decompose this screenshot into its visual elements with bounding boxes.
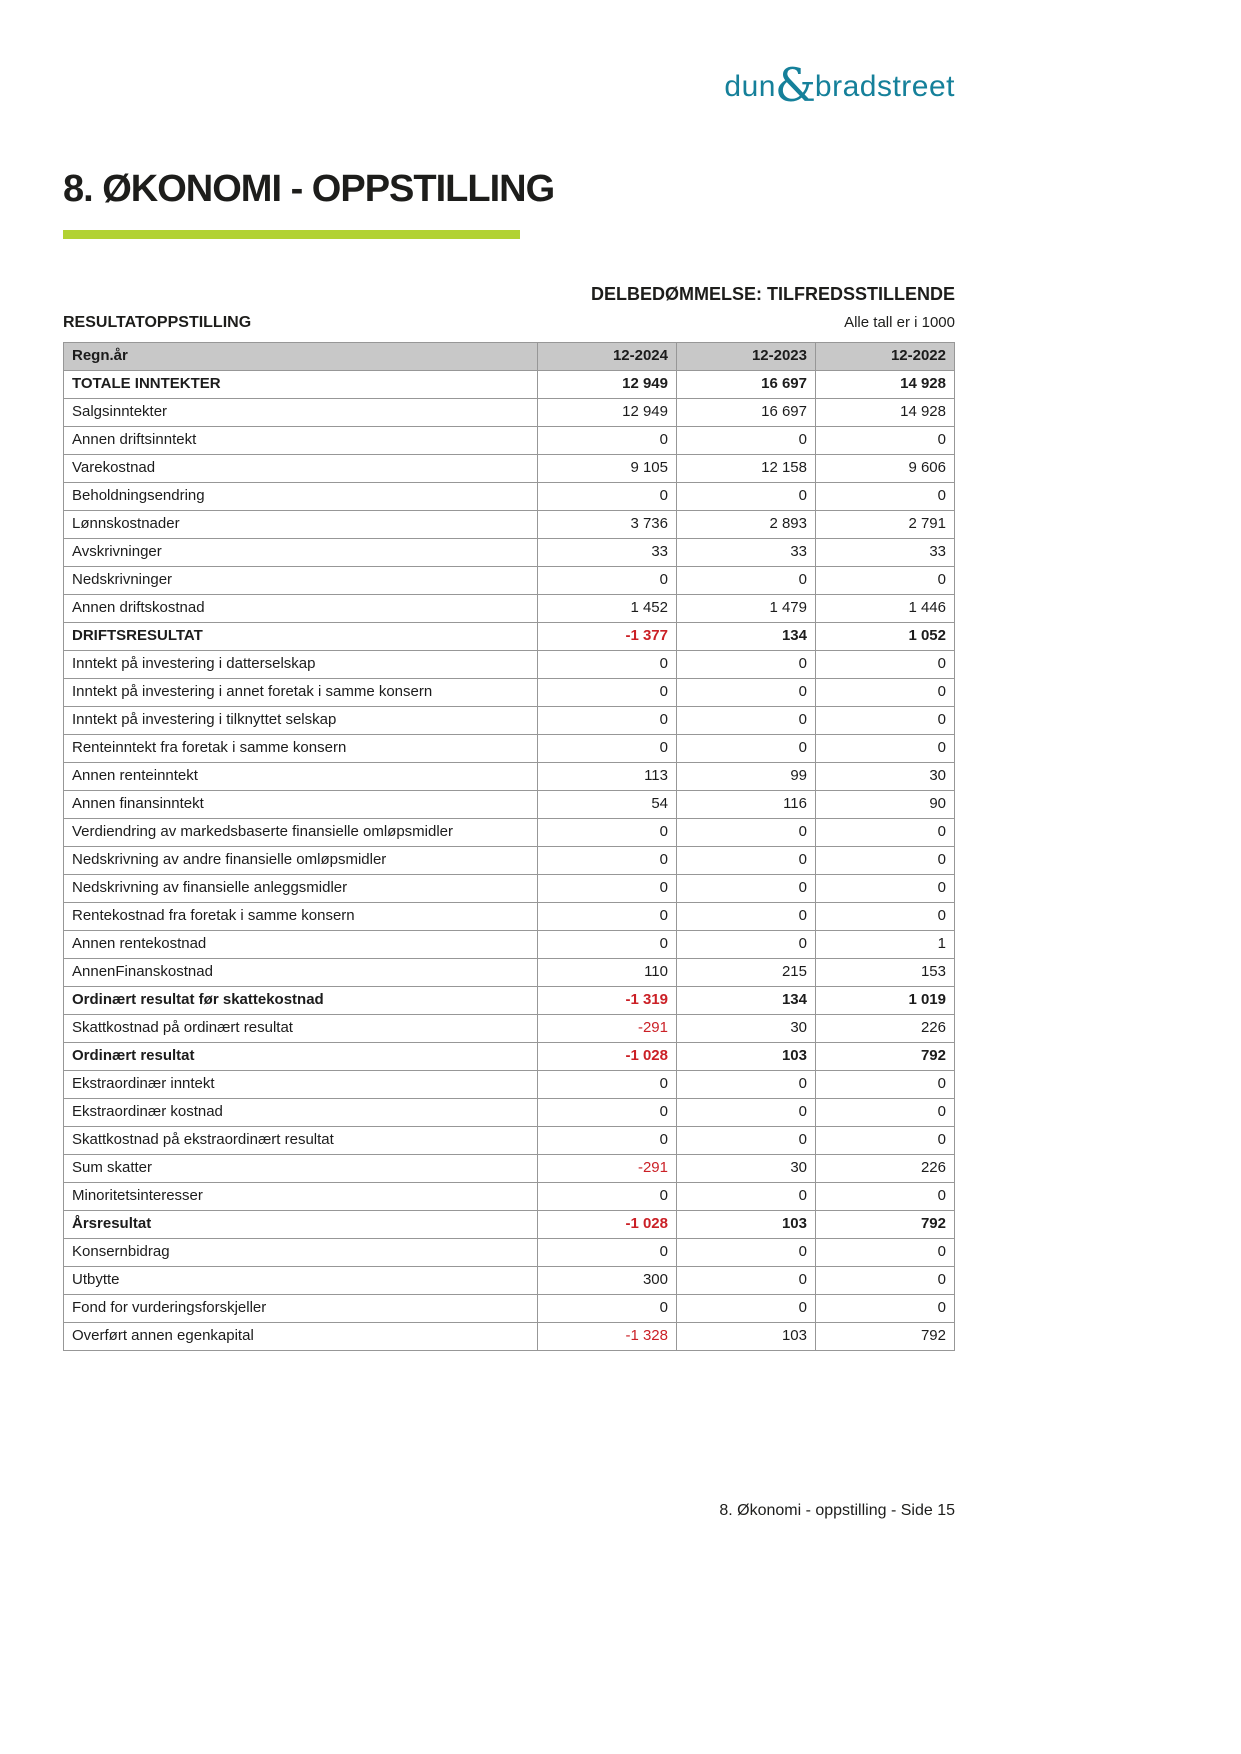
table-row (64, 1295, 955, 1323)
row-value: 9 606 (816, 455, 955, 483)
table-title: RESULTATOPPSTILLING (63, 314, 252, 331)
row-value: -1 377 (538, 623, 677, 651)
table-row (64, 511, 955, 539)
row-label: Nedskrivning av finansielle anleggsmidler (64, 875, 538, 903)
row-value: 0 (677, 483, 816, 511)
row-value: -291 (538, 1015, 677, 1043)
row-value: 1 452 (538, 595, 677, 623)
row-label: Varekostnad (64, 455, 538, 483)
row-label: TOTALE INNTEKTER (64, 371, 538, 399)
table-row (64, 791, 955, 819)
row-value: 0 (538, 483, 677, 511)
row-value: 215 (677, 959, 816, 987)
row-value: 0 (538, 679, 677, 707)
row-label: Annen finansinntekt (64, 791, 538, 819)
row-value: 0 (816, 1127, 955, 1155)
row-label: Inntekt på investering i datterselskap (64, 651, 538, 679)
row-value: 0 (816, 1183, 955, 1211)
table-row (64, 931, 955, 959)
table-row (64, 371, 955, 399)
page-footer: 8. Økonomi - oppstilling - Side 15 (719, 1502, 955, 1519)
row-value: 0 (677, 707, 816, 735)
row-value: 0 (816, 819, 955, 847)
row-label: Renteinntekt fra foretak i samme konsern (64, 735, 538, 763)
row-label: Verdiendring av markedsbaserte finansielle omløpsmidler (64, 819, 538, 847)
row-value: 134 (677, 623, 816, 651)
row-value: -1 328 (538, 1323, 677, 1351)
row-value: 0 (538, 819, 677, 847)
table-row (64, 1267, 955, 1295)
row-value: 12 949 (538, 399, 677, 427)
row-value: 0 (816, 1295, 955, 1323)
table-row (64, 819, 955, 847)
table-row (64, 875, 955, 903)
table-row (64, 427, 955, 455)
row-value: 14 928 (816, 371, 955, 399)
row-value: 103 (677, 1043, 816, 1071)
row-value: 0 (816, 483, 955, 511)
assessment-heading: DELBEDØMMELSE: TILFREDSSTILLENDE (591, 284, 955, 304)
row-label: Rentekostnad fra foretak i samme konsern (64, 903, 538, 931)
table-row (64, 1155, 955, 1183)
row-value: 0 (816, 567, 955, 595)
table-row (64, 1323, 955, 1351)
table-meta-row (63, 314, 955, 332)
table-row (64, 1239, 955, 1267)
header-cell-label: Regn.år (64, 343, 538, 371)
row-value: 0 (538, 875, 677, 903)
header-cell-year: 12-2023 (677, 343, 816, 371)
row-value: 0 (816, 679, 955, 707)
row-label: Annen driftskostnad (64, 595, 538, 623)
row-label: Ordinært resultat før skattekostnad (64, 987, 538, 1015)
row-value: 14 928 (816, 399, 955, 427)
row-value: 792 (816, 1323, 955, 1351)
table-row (64, 735, 955, 763)
page-title: 8. ØKONOMI - OPPSTILLING (63, 168, 555, 210)
row-label: Sum skatter (64, 1155, 538, 1183)
row-value: 792 (816, 1043, 955, 1071)
row-value: 0 (677, 819, 816, 847)
row-label: Avskrivninger (64, 539, 538, 567)
row-label: Overført annen egenkapital (64, 1323, 538, 1351)
logo-text-dun: dun (724, 70, 776, 103)
row-value: 33 (677, 539, 816, 567)
row-value: 110 (538, 959, 677, 987)
row-value: 113 (538, 763, 677, 791)
row-value: 0 (677, 735, 816, 763)
results-table-body (64, 371, 955, 1351)
row-value: 0 (677, 679, 816, 707)
row-value: 33 (538, 539, 677, 567)
row-value: 226 (816, 1015, 955, 1043)
row-value: 0 (816, 1239, 955, 1267)
row-label: Skattkostnad på ordinært resultat (64, 1015, 538, 1043)
table-row (64, 959, 955, 987)
row-value: 0 (538, 651, 677, 679)
row-label: Annen renteinntekt (64, 763, 538, 791)
row-value: 0 (677, 1239, 816, 1267)
table-row (64, 399, 955, 427)
row-value: 0 (677, 903, 816, 931)
row-label: Nedskrivninger (64, 567, 538, 595)
row-value: 0 (677, 931, 816, 959)
row-value: 12 949 (538, 371, 677, 399)
row-label: Ordinært resultat (64, 1043, 538, 1071)
row-value: 12 158 (677, 455, 816, 483)
table-row (64, 1015, 955, 1043)
header-cell-year: 12-2022 (816, 343, 955, 371)
row-value: 116 (677, 791, 816, 819)
row-value: 33 (816, 539, 955, 567)
row-value: -1 028 (538, 1043, 677, 1071)
row-value: 0 (816, 427, 955, 455)
row-value: 0 (816, 847, 955, 875)
table-row (64, 595, 955, 623)
row-value: 16 697 (677, 371, 816, 399)
row-label: Årsresultat (64, 1211, 538, 1239)
row-value: 0 (538, 1239, 677, 1267)
row-value: 0 (538, 707, 677, 735)
table-row (64, 1099, 955, 1127)
table-row (64, 623, 955, 651)
row-label: Beholdningsendring (64, 483, 538, 511)
row-value: 103 (677, 1211, 816, 1239)
table-row (64, 1043, 955, 1071)
row-value: 0 (677, 651, 816, 679)
title-accent-bar (63, 230, 520, 239)
row-value: 9 105 (538, 455, 677, 483)
row-value: 0 (677, 1127, 816, 1155)
row-value: 0 (677, 1267, 816, 1295)
table-row (64, 847, 955, 875)
row-value: 0 (538, 1071, 677, 1099)
row-label: Salgsinntekter (64, 399, 538, 427)
row-value: 16 697 (677, 399, 816, 427)
row-value: 300 (538, 1267, 677, 1295)
row-value: 30 (816, 763, 955, 791)
row-value: 0 (538, 1295, 677, 1323)
row-value: 0 (538, 567, 677, 595)
row-value: 0 (816, 735, 955, 763)
row-value: 1 052 (816, 623, 955, 651)
row-label: Fond for vurderingsforskjeller (64, 1295, 538, 1323)
logo-text-bradstreet: bradstreet (814, 70, 955, 103)
row-label: Nedskrivning av andre finansielle omløpsmidler (64, 847, 538, 875)
row-label: Annen rentekostnad (64, 931, 538, 959)
row-value: 0 (677, 567, 816, 595)
table-row (64, 483, 955, 511)
table-row (64, 567, 955, 595)
table-row (64, 707, 955, 735)
row-label: Inntekt på investering i annet foretak i samme konsern (64, 679, 538, 707)
row-value: -1 319 (538, 987, 677, 1015)
table-row (64, 903, 955, 931)
row-value: 0 (538, 1183, 677, 1211)
row-value: 99 (677, 763, 816, 791)
row-value: 0 (538, 931, 677, 959)
row-value: -291 (538, 1155, 677, 1183)
row-value: 0 (677, 427, 816, 455)
row-value: 0 (816, 1267, 955, 1295)
results-table (63, 342, 955, 1351)
row-value: 0 (816, 875, 955, 903)
row-label: Ekstraordinær inntekt (64, 1071, 538, 1099)
row-value: 1 (816, 931, 955, 959)
row-label: Konsernbidrag (64, 1239, 538, 1267)
row-value: 1 446 (816, 595, 955, 623)
row-label: DRIFTSRESULTAT (64, 623, 538, 651)
header-cell-year: 12-2024 (538, 343, 677, 371)
row-value: 2 893 (677, 511, 816, 539)
row-value: 1 479 (677, 595, 816, 623)
units-note: Alle tall er i 1000 (844, 314, 955, 331)
row-label: Inntekt på investering i tilknyttet selskap (64, 707, 538, 735)
table-row (64, 1211, 955, 1239)
table-row (64, 1127, 955, 1155)
row-value: 0 (538, 847, 677, 875)
results-table-header-row (64, 343, 955, 371)
row-value: 3 736 (538, 511, 677, 539)
row-value: 0 (538, 903, 677, 931)
dun-bradstreet-logo: dun & bradstreet (724, 58, 955, 112)
row-value: 0 (538, 1127, 677, 1155)
row-value: -1 028 (538, 1211, 677, 1239)
row-label: Minoritetsinteresser (64, 1183, 538, 1211)
row-label: Ekstraordinær kostnad (64, 1099, 538, 1127)
row-value: 103 (677, 1323, 816, 1351)
row-value: 54 (538, 791, 677, 819)
row-value: 134 (677, 987, 816, 1015)
results-table-wrap (63, 342, 955, 1351)
row-value: 0 (538, 735, 677, 763)
row-value: 0 (816, 707, 955, 735)
row-label: AnnenFinanskostnad (64, 959, 538, 987)
row-value: 0 (538, 1099, 677, 1127)
row-value: 792 (816, 1211, 955, 1239)
row-value: 0 (816, 903, 955, 931)
row-value: 0 (538, 427, 677, 455)
table-row (64, 763, 955, 791)
table-row (64, 539, 955, 567)
row-value: 0 (816, 651, 955, 679)
table-row (64, 1071, 955, 1099)
row-value: 0 (677, 1099, 816, 1127)
table-row (64, 455, 955, 483)
table-row (64, 987, 955, 1015)
row-label: Utbytte (64, 1267, 538, 1295)
row-value: 226 (816, 1155, 955, 1183)
row-value: 90 (816, 791, 955, 819)
row-value: 153 (816, 959, 955, 987)
row-value: 2 791 (816, 511, 955, 539)
row-value: 30 (677, 1015, 816, 1043)
row-label: Lønnskostnader (64, 511, 538, 539)
row-value: 0 (816, 1099, 955, 1127)
row-value: 0 (677, 847, 816, 875)
row-value: 0 (677, 1071, 816, 1099)
row-value: 30 (677, 1155, 816, 1183)
table-row (64, 1183, 955, 1211)
row-value: 0 (677, 875, 816, 903)
row-label: Annen driftsinntekt (64, 427, 538, 455)
table-row (64, 679, 955, 707)
row-value: 0 (677, 1295, 816, 1323)
row-value: 0 (816, 1071, 955, 1099)
table-row (64, 651, 955, 679)
row-value: 1 019 (816, 987, 955, 1015)
row-label: Skattkostnad på ekstraordinært resultat (64, 1127, 538, 1155)
row-value: 0 (677, 1183, 816, 1211)
